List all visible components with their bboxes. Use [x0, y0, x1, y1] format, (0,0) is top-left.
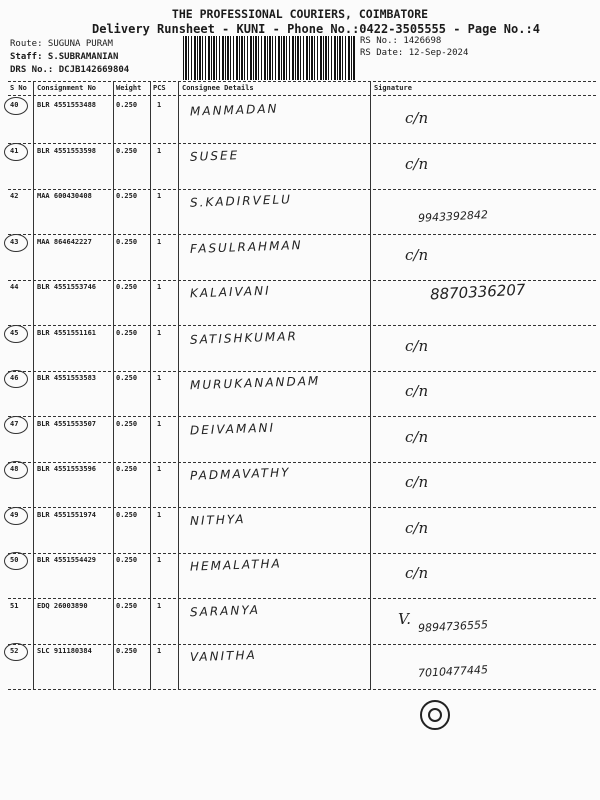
row-consignee-name: MURUKANANDAM — [189, 373, 321, 393]
row-weight: 0.250 — [116, 283, 138, 291]
table-row — [0, 190, 600, 234]
col-header-signature: Signature — [374, 84, 412, 92]
row-phone-number: 7010477445 — [417, 663, 489, 680]
runsheet-title: THE PROFESSIONAL COURIERS, COIMBATORE — [171, 7, 429, 21]
row-weight: 0.250 — [116, 101, 138, 109]
row-pcs: 1 — [157, 238, 162, 246]
row-pcs: 1 — [157, 374, 162, 382]
row-sno: 52 — [10, 647, 19, 655]
row-sno: 48 — [10, 465, 19, 473]
table-row — [0, 463, 600, 507]
row-consignee-name: VANITHA — [189, 647, 257, 665]
row-signature: c/n — [405, 519, 429, 537]
row-signature: c/n — [405, 428, 429, 446]
row-consignment-no: BLR 4551553598 — [37, 147, 97, 155]
table-row — [0, 99, 600, 143]
row-consignee-name: KALAIVANI — [189, 283, 271, 301]
row-separator — [8, 143, 596, 144]
row-sno: 44 — [10, 283, 19, 291]
row-signature: c/n — [405, 337, 429, 355]
row-separator — [8, 507, 596, 508]
col-header-pcs: PCS — [153, 84, 166, 92]
row-consignee-name: SATISHKUMAR — [189, 329, 299, 347]
row-weight: 0.250 — [116, 238, 138, 246]
row-consignee-name: PADMAVATHY — [189, 465, 291, 483]
row-phone-number: 9943392842 — [417, 208, 489, 225]
col-header-sno: S No — [10, 84, 27, 92]
header-bottom-rule — [8, 95, 596, 96]
row-sno: 47 — [10, 420, 19, 428]
row-consignment-no: EDQ 26003890 — [37, 602, 88, 610]
row-separator — [8, 689, 596, 690]
row-consignee-name: SUSEE — [189, 148, 240, 164]
staff-label: Staff: S.SUBRAMANIAN — [10, 52, 119, 62]
row-consignment-no: BLR 4551553596 — [37, 465, 97, 473]
row-weight: 0.250 — [116, 511, 138, 519]
row-weight: 0.250 — [116, 602, 138, 610]
route-label: Route: SUGUNA PURAM — [10, 39, 113, 49]
rs-number: RS No.: 1426698 — [360, 36, 442, 46]
drs-number: DRS No.: DCJB142669804 — [10, 65, 130, 75]
row-separator — [8, 416, 596, 417]
row-consignment-no: BLR 4551551974 — [37, 511, 97, 519]
row-consignee-name: SARANYA — [189, 602, 261, 620]
row-pcs: 1 — [157, 283, 162, 291]
row-sno: 51 — [10, 602, 19, 610]
row-consignee-name: FASULRAHMAN — [189, 238, 303, 256]
col-header-weight: Weight — [116, 84, 142, 92]
row-consignee-name: MANMADAN — [189, 101, 279, 119]
row-pcs: 1 — [157, 602, 162, 610]
delivery-stamp — [420, 700, 450, 730]
row-pcs: 1 — [157, 647, 162, 655]
row-consignment-no: BLR 4551554429 — [37, 556, 97, 564]
row-pcs: 1 — [157, 147, 162, 155]
row-signature: c/n — [405, 473, 429, 491]
rs-date: RS Date: 12-Sep-2024 — [360, 48, 469, 58]
row-consignment-no: BLR 4551553507 — [37, 420, 97, 428]
row-signature: V. — [398, 610, 411, 628]
row-weight: 0.250 — [116, 192, 138, 200]
row-pcs: 1 — [157, 329, 162, 337]
row-pcs: 1 — [157, 511, 162, 519]
row-sno: 43 — [10, 238, 19, 246]
row-consignment-no: MAA 864642227 — [37, 238, 92, 246]
col-header-consignment: Consignment No — [37, 84, 97, 92]
row-signature: c/n — [405, 109, 429, 127]
row-consignee-name: DEIVAMANI — [189, 420, 276, 438]
table-top-rule — [8, 81, 596, 82]
row-consignee-name: NITHYA — [189, 512, 246, 528]
table-row — [0, 327, 600, 371]
row-sno: 49 — [10, 511, 19, 519]
row-sno: 42 — [10, 192, 19, 200]
table-row — [0, 236, 600, 280]
row-sno: 40 — [10, 101, 19, 109]
row-weight: 0.250 — [116, 647, 138, 655]
row-consignment-no: SLC 911180384 — [37, 647, 92, 655]
row-pcs: 1 — [157, 101, 162, 109]
row-weight: 0.250 — [116, 465, 138, 473]
row-consignment-no: MAA 600430408 — [37, 192, 92, 200]
row-consignment-no: BLR 4551553746 — [37, 283, 97, 291]
row-sno: 45 — [10, 329, 19, 337]
table-row — [0, 145, 600, 189]
row-signature: c/n — [405, 246, 429, 264]
row-weight: 0.250 — [116, 374, 138, 382]
row-separator — [8, 325, 596, 326]
row-pcs: 1 — [157, 192, 162, 200]
row-separator — [8, 234, 596, 235]
table-row — [0, 281, 600, 325]
table-row — [0, 372, 600, 416]
table-row — [0, 418, 600, 462]
row-consignment-no: BLR 4551553583 — [37, 374, 97, 382]
row-signature: c/n — [405, 382, 429, 400]
row-sno: 41 — [10, 147, 19, 155]
barcode — [183, 36, 355, 80]
table-row — [0, 554, 600, 598]
row-signature: c/n — [405, 564, 429, 582]
row-consignment-no: BLR 4551551161 — [37, 329, 97, 337]
row-sno: 50 — [10, 556, 19, 564]
row-signature: c/n — [405, 155, 429, 173]
row-phone-number: 9894736555 — [417, 618, 489, 635]
row-consignee-name: HEMALATHA — [189, 556, 282, 574]
row-weight: 0.250 — [116, 329, 138, 337]
runsheet-subtitle: Delivery Runsheet - KUNI - Phone No.:0422-3505555 - Page No.:4 — [92, 22, 540, 36]
row-pcs: 1 — [157, 465, 162, 473]
table-row — [0, 645, 600, 689]
row-phone-number: 8870336207 — [429, 280, 526, 304]
row-weight: 0.250 — [116, 420, 138, 428]
row-weight: 0.250 — [116, 556, 138, 564]
row-weight: 0.250 — [116, 147, 138, 155]
col-header-consignee: Consignee Details — [182, 84, 254, 92]
row-pcs: 1 — [157, 420, 162, 428]
row-pcs: 1 — [157, 556, 162, 564]
row-sno: 46 — [10, 374, 19, 382]
row-consignee-name: S.KADIRVELU — [189, 192, 293, 210]
table-row — [0, 509, 600, 553]
table-row — [0, 600, 600, 644]
row-consignment-no: BLR 4551553488 — [37, 101, 97, 109]
row-separator — [8, 598, 596, 599]
